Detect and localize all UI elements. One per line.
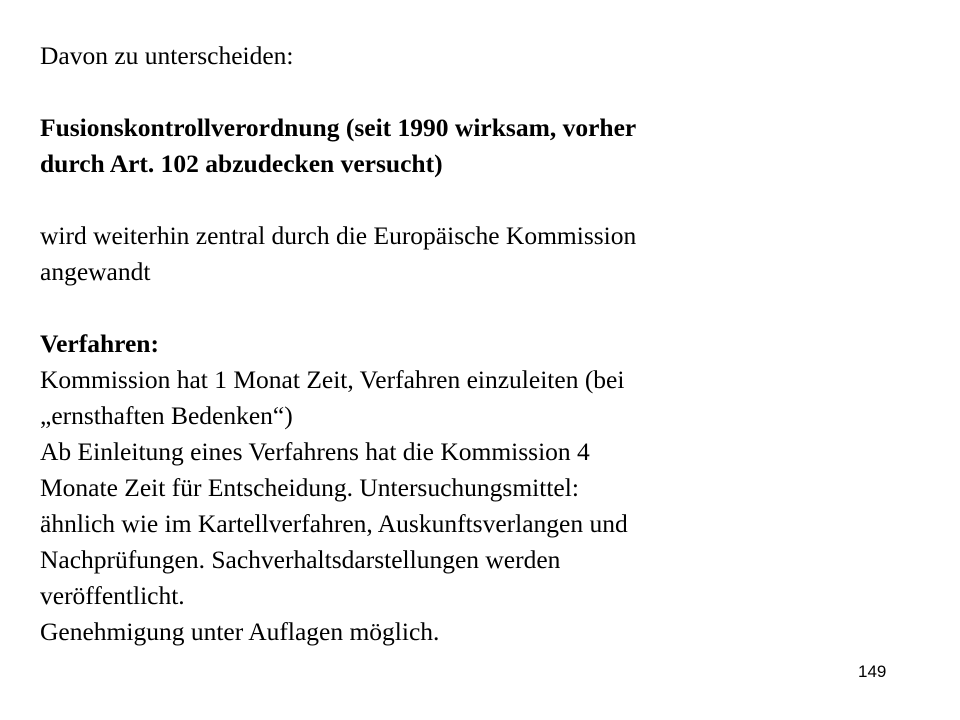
spacer — [40, 74, 840, 110]
page-number: 149 — [858, 662, 887, 681]
procedure-line-8: Genehmigung unter Auflagen möglich. — [40, 617, 440, 646]
slide-body — [40, 38, 840, 650]
heading-line-1: Fusionskontrollverordnung (seit 1990 wirksam, vorher — [40, 113, 637, 142]
spacer — [40, 290, 840, 326]
procedure-line-3: Ab Einleitung eines Verfahrens hat die Kommission 4 — [40, 437, 590, 466]
heading-line-2: durch Art. 102 abzudecken versucht) — [40, 149, 443, 178]
spacer — [40, 182, 840, 218]
procedure-line-2: „ernsthaften Bedenken“) — [40, 401, 293, 430]
procedure-title: Verfahren: — [40, 329, 159, 358]
procedure-line-5: ähnlich wie im Kartellverfahren, Auskunftsverlangen und — [40, 509, 628, 538]
procedure-line-1: Kommission hat 1 Monat Zeit, Verfahren einzuleiten (bei — [40, 365, 625, 394]
statement-line-1: wird weiterhin zentral durch die Europäische Kommission — [40, 221, 637, 250]
intro-text: Davon zu unterscheiden: — [40, 41, 294, 70]
procedure-line-7: veröffentlicht. — [40, 581, 185, 610]
statement-line-2: angewandt — [40, 257, 151, 286]
procedure-line-4: Monate Zeit für Entscheidung. Untersuchungsmittel: — [40, 473, 579, 502]
procedure-line-6: Nachprüfungen. Sachverhaltsdarstellungen werden — [40, 545, 561, 574]
